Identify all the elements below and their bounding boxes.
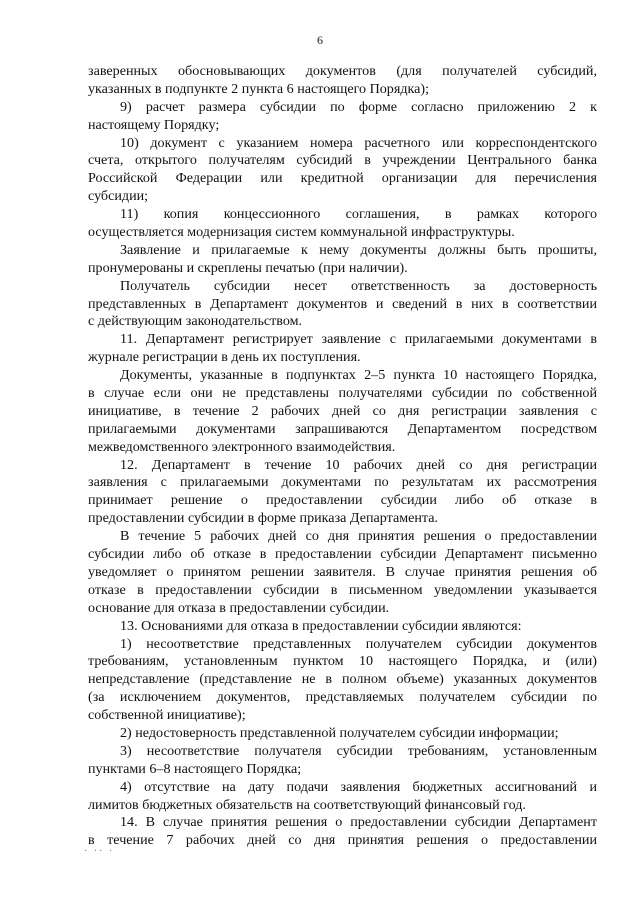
text-line: лимитов бюджетных обязательств на соответствующий финансовый год. <box>88 796 526 813</box>
text-line: 4) отсутствие на дату подачи заявления бюджетных ассигнований и <box>120 778 597 795</box>
text-line: Заявление и прилагаемые к нему документы должны быть прошиты, <box>120 241 597 258</box>
text-line: собственной инициативе); <box>88 707 246 724</box>
text-line: в течение 7 рабочих дней со дня принятия решения о предоставлении <box>88 832 597 849</box>
text-line: в случае если они не представлены получателями субсидии по собственной <box>88 385 597 402</box>
scan-artifact: · ·· · <box>84 846 115 857</box>
text-line: Получатель субсидии несет ответственность за достоверность <box>120 277 597 294</box>
text-line: 12. Департамент в течение 10 рабочих дней со дня регистрации <box>120 456 597 473</box>
text-line: непредставление (представление не в полном объеме) указанных документов <box>88 671 597 688</box>
text-line: основание для отказа в предоставлении субсидии. <box>88 599 390 616</box>
text-line: 2) недостоверность представленной получателем субсидии информации; <box>120 724 559 741</box>
text-line: счета, открытого получателям субсидий в учреждении Центрального банка <box>88 152 597 169</box>
text-line: журнале регистрации в день их поступления. <box>88 349 361 366</box>
text-line: отказе в предоставлении субсидии в письменном уведомлении указывается <box>88 581 597 598</box>
text-line: пронумерованы и скреплены печатью (при наличии). <box>88 259 408 276</box>
page-number: 6 <box>317 33 323 47</box>
text-line: инициативе, в течение 2 рабочих дней со дня регистрации заявления с <box>88 402 597 419</box>
text-line: 1) несоответствие представленных получателем субсидии документов <box>120 635 597 652</box>
text-line: 13. Основаниями для отказа в предоставлении субсидии являются: <box>120 617 522 634</box>
text-line: требованиям, установленным пунктом 10 настоящего Порядка, и (или) <box>88 653 597 670</box>
text-line: 11. Департамент регистрирует заявление с прилагаемыми документами в <box>120 331 597 348</box>
text-line: субсидии; <box>88 188 149 205</box>
text-line: Российской Федерации или кредитной организации для перечисления <box>88 170 597 187</box>
text-line: осуществляется модернизация систем коммунальной инфраструктуры. <box>88 224 515 241</box>
text-line: с действующим законодательством. <box>88 313 303 330</box>
text-line: указанных в подпункте 2 пункта 6 настоящего Порядка); <box>88 80 430 97</box>
text-line: прилагаемыми документами запрашиваются Департаментом посредством <box>88 420 597 437</box>
text-line: В течение 5 рабочих дней со дня принятия решения о предоставлении <box>120 528 597 545</box>
text-line: 11) копия концессионного соглашения, в рамках которого <box>120 206 597 223</box>
text-line: 9) расчет размера субсидии по форме согласно приложению 2 к <box>120 98 597 115</box>
text-line: 14. В случае принятия решения о предоставлении субсидии Департамент <box>120 814 597 831</box>
text-line: Документы, указанные в подпунктах 2–5 пункта 10 настоящего Порядка, <box>120 367 597 384</box>
text-line: субсидии либо об отказе в предоставлении субсидии Департамент письменно <box>88 546 597 563</box>
text-line: принимает решение о предоставлении субсидии либо об отказе в <box>88 492 597 509</box>
text-line: пунктами 6–8 настоящего Порядка; <box>88 760 302 777</box>
text-line: предоставлении субсидии в форме приказа Департамента. <box>88 510 439 527</box>
text-line: представленных в Департамент документов и сведений в них в соответствии <box>88 295 597 312</box>
text-line: (за исключением документов, представляемых получателем субсидии по <box>88 689 597 706</box>
text-line: межведомственного электронного взаимодействия. <box>88 438 396 455</box>
text-line: уведомляет о принятом решении заявителя. В случае принятия решения об <box>88 563 597 580</box>
text-line: 3) несоответствие получателя субсидии требованиям, установленным <box>120 742 597 759</box>
text-line: настоящему Порядку; <box>88 116 220 133</box>
text-line: заявления с прилагаемыми документами по результатам их рассмотрения <box>88 474 597 491</box>
document-body <box>88 63 597 850</box>
text-line: заверенных обосновывающих документов (для получателей субсидий, <box>88 63 597 79</box>
text-line: 10) документ с указанием номера расчетного или корреспондентского <box>120 134 597 151</box>
